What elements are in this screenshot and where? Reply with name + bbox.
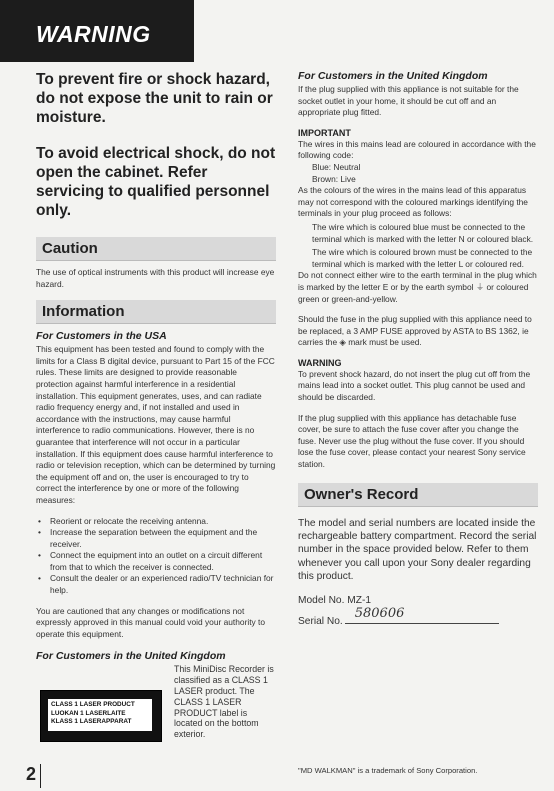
laser-text: This MiniDisc Recorder is classified as a CLASS 1 LASER product. The CLASS 1 LASER PRODUCT label is located on the bottom exterior. [174, 664, 274, 740]
usa-heading: For Customers in the USA [36, 330, 167, 343]
trademark-note: "MD WALKMAN" is a trademark of Sony Corporation. [298, 766, 478, 775]
brown-wire-text: The wire which is coloured brown must be connected to the terminal which is marked with the letter L or coloured red. [312, 247, 533, 269]
code-blue: Blue: Neutral [312, 161, 361, 172]
page-number: 2 [26, 764, 37, 784]
colours-text: As the colours of the wires in the mains lead of this apparatus may not correspond with the coloured markings identifying the terminals in your plug proceed as follows: [298, 185, 528, 219]
right-column [298, 70, 538, 638]
warning-heading: WARNING [298, 357, 342, 368]
model-number: Model No. MZ-1 [298, 594, 372, 606]
modification-caution: You are cautioned that any changes or modifications not expressly approved in this manual could void your authority to operate this equipment. [36, 605, 266, 639]
laser-section [36, 664, 276, 774]
measures-list [36, 516, 276, 597]
owner-record-heading: Owner's Record [298, 483, 538, 507]
list-item: • Connect the equipment into an outlet on a circuit different from that to which the receiver is connected. [46, 550, 276, 573]
usa-text: This equipment has been tested and found to comply with the limits for a Class B digital device, pursuant to Part 15 of the FCC rules. These limits are designed to provide reasonable protection against harmful interference in a residential installation. This equipment generates, uses, and can radiate radio frequency energy and, if not installed and used in accordance with the instructions, may cause harmful interference to radio communications. However, there is no guarantee that interference will not occur in a particular installation. If this equipment does cause harmful interference to radio or television reception, which can be determined by turning the equipment off and on, the user is encouraged to try to correct the interference by one or more of the following measures: [36, 344, 276, 505]
important-text: The wires in this mains lead are coloured in accordance with the following code: [298, 138, 536, 161]
shock-warning: To avoid electrical shock, do not open the cabinet. Refer servicing to qualified personnel only. [36, 145, 276, 219]
laser-label [40, 690, 162, 742]
warning-text: To prevent shock hazard, do not insert the plug cut off from the mains lead into a socket outlet. This plug cannot be used and should be discarded. [298, 368, 531, 403]
laser-label-inner [48, 699, 152, 731]
laser-label-line: LUOKAN 1 LASERLAITE [51, 709, 126, 717]
laser-label-line: CLASS 1 LASER PRODUCT [51, 701, 135, 709]
page-number-divider [40, 764, 41, 788]
serial-field [345, 606, 499, 624]
fire-warning: To prevent fire or shock hazard, do not expose the unit to rain or moisture. [36, 71, 273, 126]
code-brown: Brown: Live [312, 173, 356, 184]
uk-plug-text: If the plug supplied with this appliance is not suitable for the socket outlet in your home, it should be cut off and an appropriate plug fitted. [298, 84, 519, 118]
owner-record-text: The model and serial numbers are located inside the rechargeable battery compartment. Record the serial number in the space provided below. Refer to them whenever you call upon your Sony dealer regarding this product. [298, 517, 537, 583]
list-item: • Consult the dealer or an experienced radio/TV technician for help. [46, 573, 276, 596]
uk-heading-left: For Customers in the United Kingdom [36, 650, 226, 663]
laser-label-line: KLASS 1 LASERAPPARAT [51, 718, 132, 726]
serial-label: Serial No. [298, 616, 343, 628]
banner-title: WARNING [36, 21, 151, 47]
information-heading: Information [36, 300, 276, 324]
fuse-text: Should the fuse in the plug supplied with this appliance need to be replaced, a 3 AMP FUSE approved by ASTA to BS 1362, ie carries the ◈ mark must be used. [298, 314, 532, 348]
list-item: • Reorient or relocate the receiving antenna. [46, 516, 276, 528]
serial-number-row [298, 606, 538, 628]
fuse-cover-text: If the plug supplied with this appliance has detachable fuse cover, be sure to attach the fuse cover after you change the fuse. Never use the plug without the fuse cover. If you should lose the fuse cover, please contact your nearest Sony service station. [298, 412, 526, 470]
caution-text: The use of optical instruments with this product will increase eye hazard. [36, 267, 275, 289]
important-heading: IMPORTANT [298, 127, 351, 138]
uk-heading-right: For Customers in the United Kingdom [298, 70, 488, 82]
list-item: • Increase the separation between the equipment and the receiver. [46, 527, 276, 550]
left-column [36, 70, 276, 774]
warning-banner [0, 0, 194, 62]
blue-wire-text: The wire which is coloured blue must be connected to the terminal which is marked with the letter N or coloured black. [312, 221, 534, 244]
earth-text: Do not connect either wire to the earth terminal in the plug which is marked by the letter E or by the earth symbol ⏚ or coloured green or green-and-yellow. [298, 270, 537, 304]
caution-heading: Caution [36, 237, 276, 261]
serial-value: 580606 [354, 606, 405, 622]
